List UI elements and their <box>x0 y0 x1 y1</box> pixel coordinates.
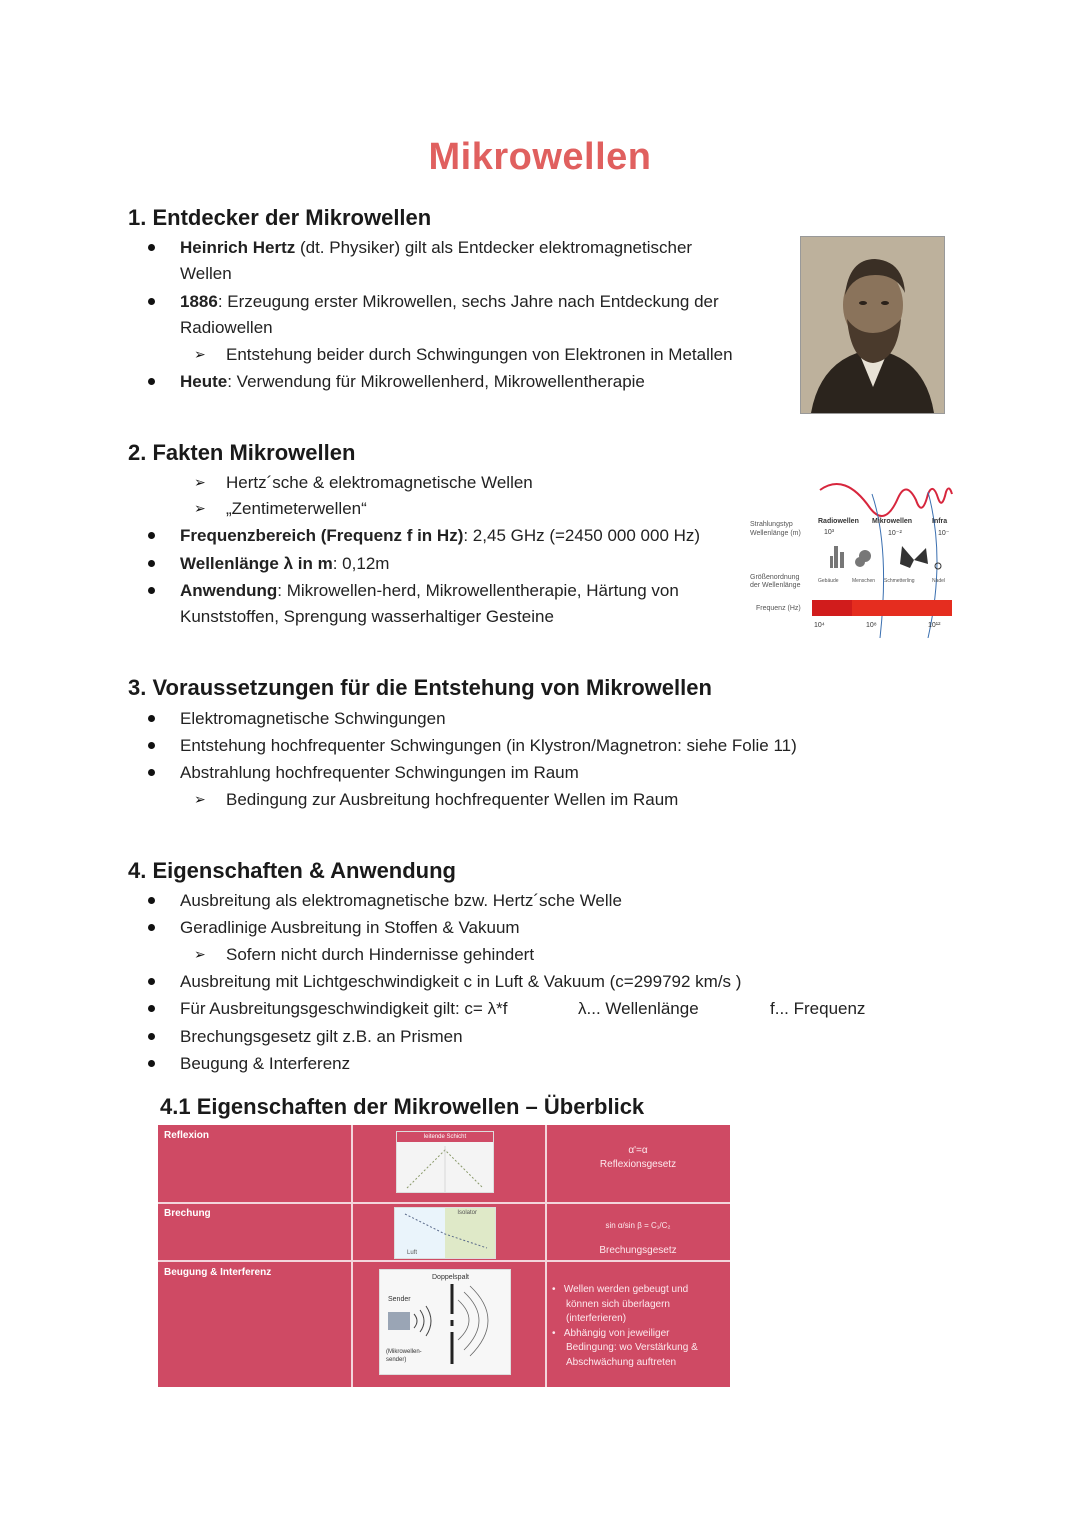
portrait-image <box>800 236 945 414</box>
reflection-image <box>396 1131 494 1193</box>
row-label-beugung: Beugung & Interferenz <box>164 1267 272 1278</box>
spectrum-size: Gebäude <box>818 578 839 584</box>
s3-bullet-2: Entstehung hochfrequenter Schwingungen (in Klystron/Magnetron: siehe Folie 11) <box>180 736 797 755</box>
note-line: Bedingung: wo Verstärkung & <box>566 1342 698 1353</box>
diffraction-notes <box>552 1283 698 1370</box>
bullet <box>148 587 155 594</box>
refraction-formula: sin α/sin β = C₁/C₂ <box>605 1221 671 1230</box>
spectrum-row-label: Frequenz (Hz) <box>756 605 801 612</box>
bullet <box>148 532 155 539</box>
diffraction-image <box>379 1269 511 1375</box>
bullet <box>148 978 155 985</box>
spectrum-row-label: Größenordnung <box>750 574 800 581</box>
spectrum-wavelength: 10³ <box>824 529 835 536</box>
s1-bullet-1-cont: Wellen <box>180 264 232 283</box>
spectrum-row-label: Wellenlänge (m) <box>750 530 801 537</box>
arrow-icon: ➢ <box>194 474 206 490</box>
bullet <box>148 769 155 776</box>
arrow-icon: ➢ <box>194 946 206 962</box>
section-3-heading: 3. Voraussetzungen für die Entstehung von Mikrowellen <box>128 675 712 700</box>
diffraction-image-label: (Mikrowellen- <box>386 1349 422 1355</box>
bullet <box>148 244 155 251</box>
note-line: • Wellen werden gebeugt und <box>552 1284 689 1295</box>
reflection-law: Reflexionsgesetz <box>599 1159 677 1170</box>
s2-arrow-2: „Zentimeterwellen“ <box>226 499 367 518</box>
s4-bullet-2: Geradlinige Ausbreitung in Stoffen & Vakuum <box>180 918 520 937</box>
formula-right: = C₁/C₂ <box>644 1221 671 1230</box>
arrow-icon: ➢ <box>194 346 206 362</box>
s1-bullet-3: Heute: Verwendung für Mikrowellenherd, Mikrowellentherapie <box>180 372 645 391</box>
bullet <box>148 378 155 385</box>
s3-bullet-1: Elektromagnetische Schwingungen <box>180 709 446 728</box>
refraction-image-label: Isolator <box>457 1210 477 1216</box>
s1-bullet-1: Heinrich Hertz (dt. Physiker) gilt als Entdecker elektromagnetischer <box>180 238 693 257</box>
overview-table <box>158 1125 730 1387</box>
section-1-heading: 1. Entdecker der Mikrowellen <box>128 205 432 230</box>
section-4-1-heading: 4.1 Eigenschaften der Mikrowellen – Überblick <box>160 1094 645 1119</box>
arrow-icon: ➢ <box>194 791 206 807</box>
s4-bullet-5: Brechungsgesetz gilt z.B. an Prismen <box>180 1027 463 1046</box>
spectrum-size: Menschen <box>852 578 876 584</box>
bullet <box>148 924 155 931</box>
formula-numerator: sin α <box>605 1221 623 1230</box>
spectrum-frequency: 10¹² <box>928 622 941 629</box>
s4-bullet-3: Ausbreitung mit Lichtgeschwindigkeit c in Luft & Vakuum (c=299792 km/s ) <box>180 972 742 991</box>
diffraction-image-label: Doppelspalt <box>432 1274 469 1281</box>
note-line: • Abhängig von jeweiliger <box>552 1327 670 1339</box>
diffraction-image-label: Sender <box>388 1296 411 1303</box>
bullet <box>148 1033 155 1040</box>
row-label-brechung: Brechung <box>164 1208 211 1219</box>
note-line: (interferieren) <box>566 1313 627 1324</box>
spectrum-size: Nadel <box>932 578 946 584</box>
spectrum-wavelength: 10⁻² <box>888 530 902 537</box>
s2-arrow-1: Hertz´sche & elektromagnetische Wellen <box>226 473 533 492</box>
s4-bullet-1: Ausbreitung als elektromagnetische bzw. Hertz´sche Welle <box>180 891 622 910</box>
spectrum-row-label: der Wellenlänge <box>750 582 801 589</box>
s1-bullet-2: 1886: Erzeugung erster Mikrowellen, sechs Jahre nach Entdeckung der <box>180 292 719 311</box>
bullet <box>148 897 155 904</box>
page-title: Mikrowellen <box>428 136 652 178</box>
note-line: Abschwächung auftreten <box>566 1356 677 1368</box>
spectrum-col-label: Infra <box>932 518 948 525</box>
s3-bullet-3: Abstrahlung hochfrequenter Schwingungen im Raum <box>180 763 579 782</box>
spectrum-col-label: Mikrowellen <box>872 518 913 525</box>
spectrum-frequency: 10⁸ <box>866 622 877 629</box>
bullet <box>148 560 155 567</box>
s1-arrow-1: Entstehung beider durch Schwingungen von Elektronen in Metallen <box>226 345 733 364</box>
bullet <box>148 1005 155 1012</box>
reflection-image-label: leitende Schicht <box>397 1132 493 1142</box>
s2-bullet-3-cont: Kunststoffen, Sprengung wasserhaltiger Gesteine <box>180 607 554 626</box>
refraction-image-label: Luft <box>407 1250 418 1256</box>
refraction-image <box>394 1207 496 1259</box>
s4-f-def: f... Frequenz <box>770 999 866 1018</box>
bullet <box>148 298 155 305</box>
spectrum-frequency: 10⁴ <box>814 622 825 629</box>
spectrum-size: Schmetterling <box>884 578 915 584</box>
bullet <box>148 742 155 749</box>
bullet <box>148 1060 155 1067</box>
s2-bullet-3: Anwendung: Mikrowellen-herd, Mikrowellentherapie, Härtung von <box>180 581 679 600</box>
diffraction-image-label: sender) <box>386 1357 407 1363</box>
s2-bullet-2: Wellenlänge λ in m: 0,12m <box>180 554 390 573</box>
bullet <box>148 715 155 722</box>
s4-lambda-def: λ... Wellenlänge <box>578 999 699 1018</box>
section-4-heading: 4. Eigenschaften & Anwendung <box>128 858 456 883</box>
formula-denominator: sin β <box>624 1221 642 1230</box>
spectrum-diagram <box>750 478 954 638</box>
section-2-heading: 2. Fakten Mikrowellen <box>128 440 356 465</box>
s4-bullet-4: Für Ausbreitungsgeschwindigkeit gilt: c= λ*f <box>180 999 508 1018</box>
spectrum-row-label: Strahlungstyp <box>750 521 793 528</box>
s4-arrow-1: Sofern nicht durch Hindernisse gehindert <box>226 945 535 964</box>
row-label-reflexion: Reflexion <box>164 1130 210 1141</box>
refraction-law: Brechungsgesetz <box>599 1245 677 1256</box>
note-line: können sich überlagern <box>566 1298 670 1310</box>
arrow-icon: ➢ <box>194 500 206 516</box>
spectrum-wavelength: 10⁻ <box>938 530 950 537</box>
s3-arrow-1: Bedingung zur Ausbreitung hochfrequenter Wellen im Raum <box>226 790 679 809</box>
s2-bullet-1: Frequenzbereich (Frequenz f in Hz): 2,45 GHz (=2450 000 000 Hz) <box>180 526 701 545</box>
spectrum-col-label: Radiowellen <box>818 518 859 525</box>
s4-bullet-6: Beugung & Interferenz <box>180 1054 351 1073</box>
reflection-formula: α'=α <box>628 1145 648 1156</box>
s1-bullet-2-cont: Radiowellen <box>180 318 273 337</box>
